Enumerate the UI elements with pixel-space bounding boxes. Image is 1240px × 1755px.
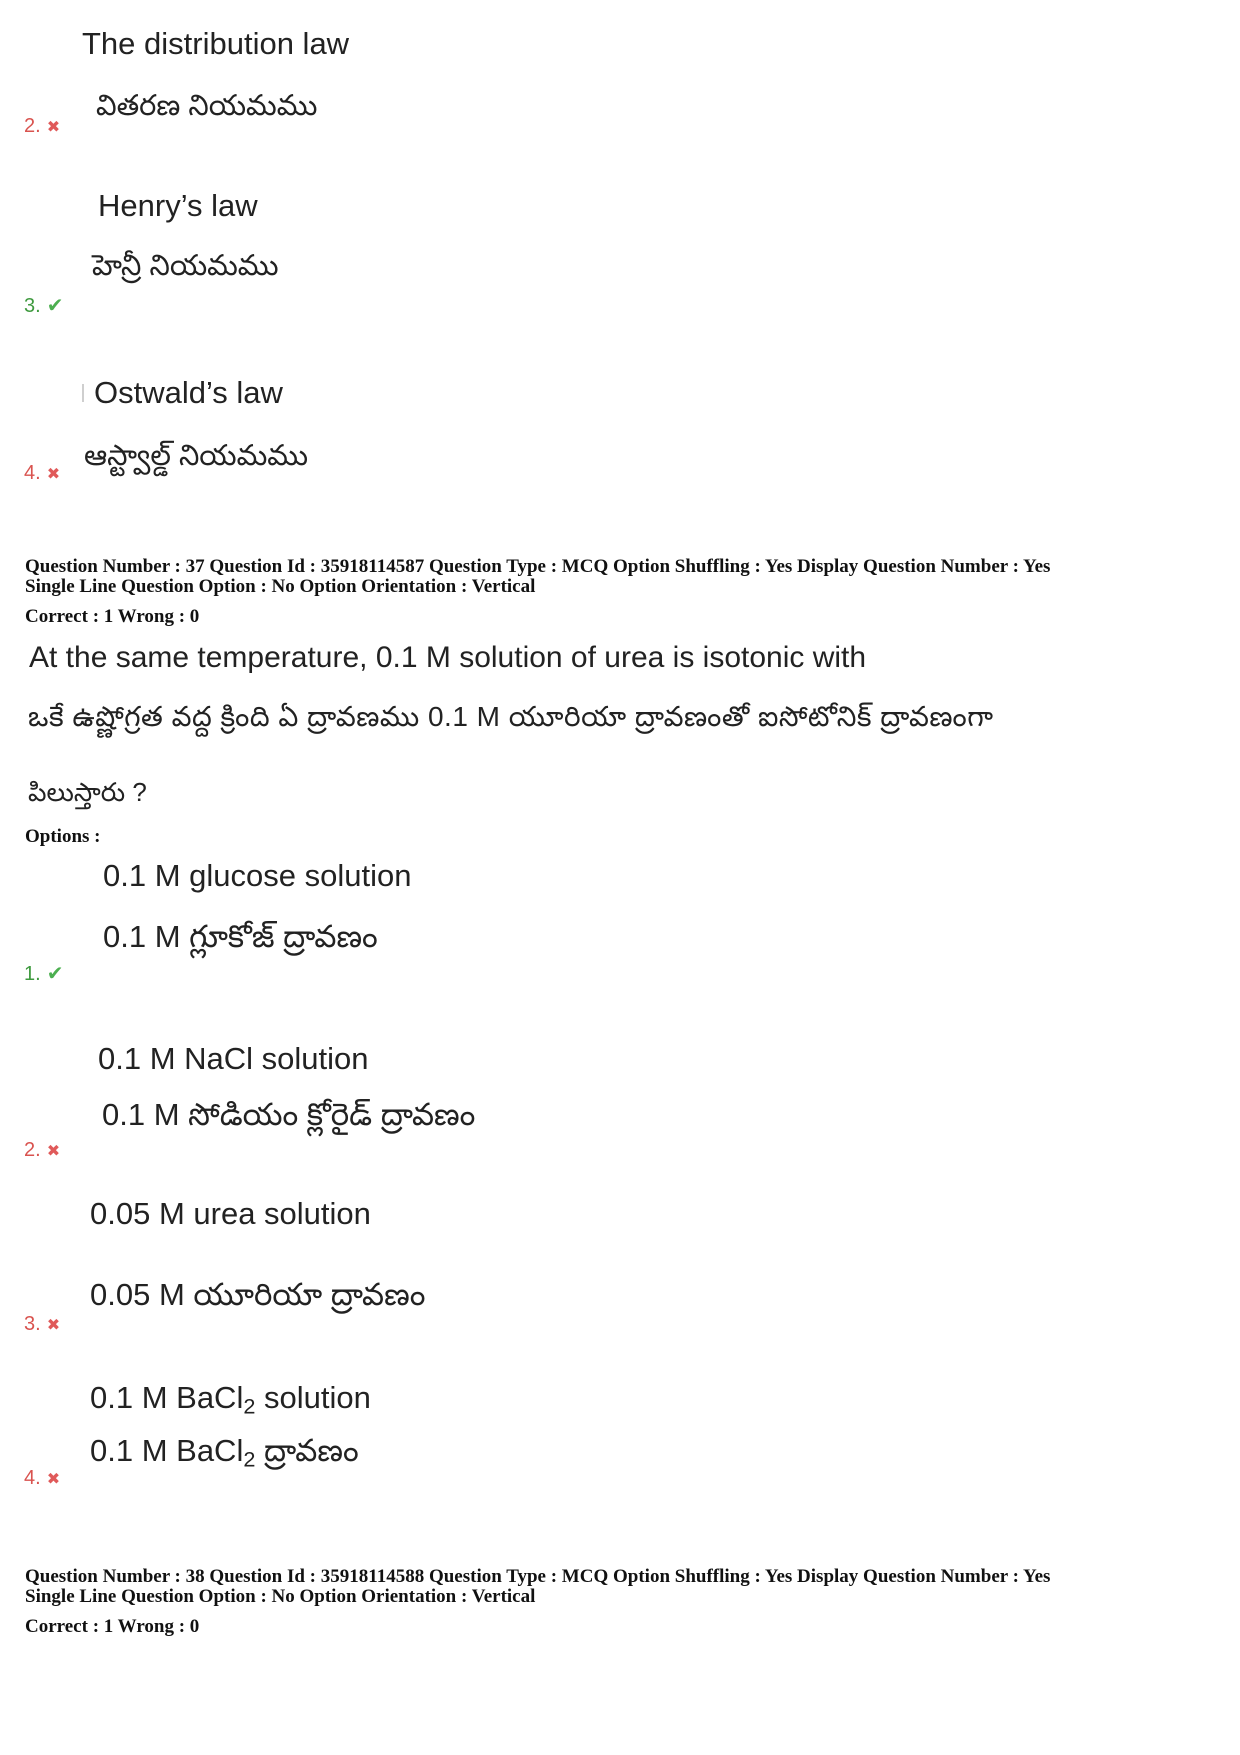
- subscript: 2: [243, 1446, 256, 1472]
- option-1-telugu: వితరణ నియమము: [96, 90, 318, 122]
- option-4-telugu-rest: ద్రావణం: [255, 1433, 359, 1468]
- option-4-english-rest: solution: [255, 1380, 371, 1415]
- check-icon: ✔: [46, 295, 64, 317]
- option-2-marker: [24, 115, 60, 138]
- option-4-english: [90, 1380, 371, 1419]
- option-number: 3.: [24, 1313, 41, 1335]
- option-3-marker: [24, 293, 63, 318]
- cross-icon: ✖: [46, 1317, 61, 1334]
- option-3-english: 0.05 M urea solution: [90, 1196, 371, 1231]
- option-1-telugu: 0.1 M గ్లూకోజ్ ద్రావణం: [103, 919, 378, 954]
- question-meta-line2: Single Line Question Option : No Option Orientation : Vertical: [25, 1586, 536, 1607]
- options-label: Options :: [25, 826, 101, 847]
- text-cursor: [82, 384, 84, 402]
- option-2-telugu: హెన్రీ నియమము: [92, 250, 279, 282]
- option-4-english-main: 0.1 M BaCl: [90, 1380, 244, 1415]
- check-icon: ✔: [46, 963, 64, 985]
- option-number: 2.: [24, 1139, 41, 1161]
- option-number: 4.: [24, 1467, 41, 1489]
- cross-icon: ✖: [46, 1471, 61, 1488]
- option-number: 1.: [24, 963, 41, 985]
- option-number: 3.: [24, 295, 41, 317]
- option-number: 4.: [24, 462, 41, 484]
- option-3-telugu: 0.05 M యూరియా ద్రావణం: [90, 1277, 426, 1312]
- question-text-telugu-line2: పిలుస్తారు ?: [28, 777, 147, 807]
- option-3-english: Ostwald’s law: [94, 375, 283, 410]
- question-meta-line1: Question Number : 38 Question Id : 35918114588 Question Type : MCQ Option Shuffling : Yes Display Question Number : Yes: [25, 1566, 1051, 1587]
- option-2-telugu: 0.1 M సోడియం క్లోరైడ్ ద్రావణం: [102, 1097, 476, 1132]
- option-1-marker: [24, 961, 63, 986]
- option-number: 2.: [24, 115, 41, 137]
- option-4-marker: [24, 462, 60, 485]
- cross-icon: ✖: [46, 1143, 61, 1160]
- question-marks: Correct : 1 Wrong : 0: [25, 606, 200, 627]
- option-4-telugu: [90, 1433, 359, 1476]
- option-4-marker: [24, 1467, 60, 1490]
- cross-icon: ✖: [46, 119, 61, 136]
- question-meta-line1: Question Number : 37 Question Id : 35918114587 Question Type : MCQ Option Shuffling : Yes Display Question Number : Yes: [25, 556, 1051, 577]
- option-4-telugu-main: 0.1 M BaCl: [90, 1433, 244, 1468]
- question-text-english: At the same temperature, 0.1 M solution of urea is isotonic with: [29, 641, 867, 674]
- option-2-english: 0.1 M NaCl solution: [98, 1041, 369, 1076]
- subscript: 2: [243, 1393, 256, 1419]
- question-meta-line2: Single Line Question Option : No Option Orientation : Vertical: [25, 576, 536, 597]
- question-text-telugu-line1: ఒకే ఉష్ణోగ్రత వద్ద క్రింది ఏ ద్రావణము 0.1 M యూరియా ద్రావణంతో ఐసోటోనిక్ ద్రావణంగా: [28, 701, 994, 732]
- cross-icon: ✖: [46, 466, 61, 483]
- option-1-english: 0.1 M glucose solution: [103, 858, 412, 893]
- option-1-english: The distribution law: [82, 26, 350, 61]
- option-2-marker: [24, 1139, 60, 1162]
- option-2-english: Henry’s law: [98, 188, 258, 223]
- option-3-marker: [24, 1313, 60, 1336]
- question-marks: Correct : 1 Wrong : 0: [25, 1616, 200, 1637]
- option-3-telugu: ఆస్ట్వాల్డ్ నియమము: [84, 440, 308, 472]
